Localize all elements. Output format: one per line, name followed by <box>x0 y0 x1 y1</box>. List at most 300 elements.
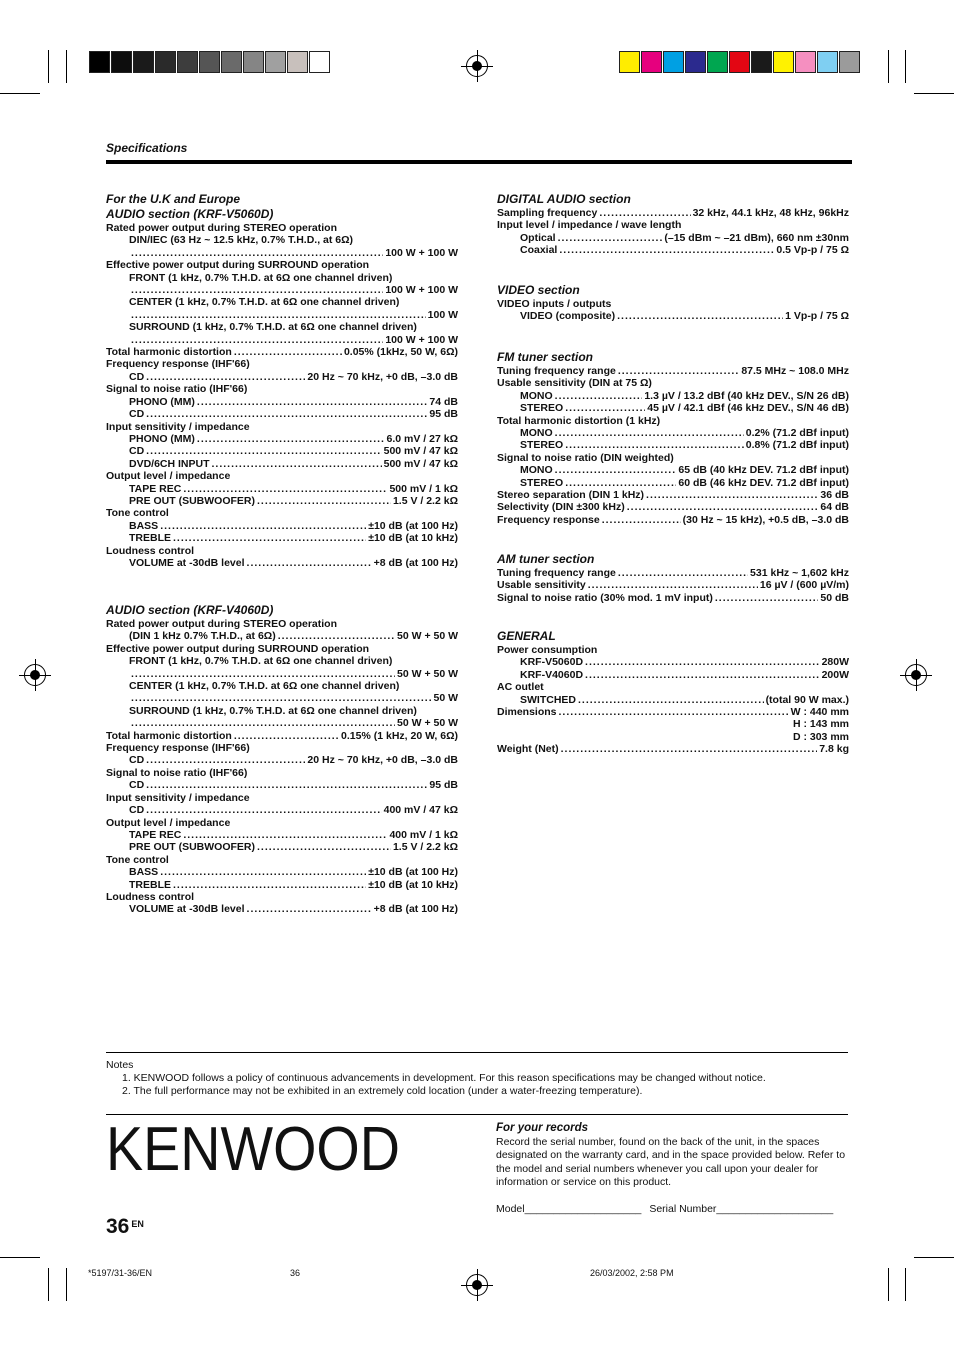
leader-dots <box>559 706 789 718</box>
spec-row <box>106 396 458 408</box>
spec-value: 64 dB <box>820 501 849 514</box>
spec-heading: Signal to noise ratio (IHF'66) <box>106 383 248 396</box>
spec-label: VOLUME at -30dB level <box>129 556 245 569</box>
spec-label: KRF-V5060D <box>520 656 584 669</box>
section-title: DIGITAL AUDIO section <box>497 192 631 206</box>
spec-heading: Output level / impedance <box>106 816 231 829</box>
color-swatch <box>199 51 220 73</box>
spec-row <box>497 706 849 718</box>
leader-dots <box>197 396 427 408</box>
spec-row <box>106 458 458 470</box>
spec-label: Signal to noise ratio (30% mod. 1 mV input) <box>497 591 713 604</box>
spec-value: +8 dB (at 100 Hz) <box>373 903 458 916</box>
leader-dots <box>646 489 818 501</box>
spec-label: BASS <box>129 866 159 879</box>
spec-subheading: CENTER (1 kHz, 0.7% T.H.D. at 6Ω one channel driven) <box>129 296 400 309</box>
section-title: AUDIO section (KRF-V5060D) <box>106 207 274 221</box>
spec-heading: Power consumption <box>497 644 598 656</box>
spec-label: CD <box>129 754 145 767</box>
spec-label: STEREO <box>520 402 564 415</box>
spec-label: VIDEO (composite) <box>520 310 616 323</box>
spec-row <box>106 445 458 457</box>
leader-dots <box>558 232 663 244</box>
records-body: Record the serial number, found on the back of the unit, in the spaces designated on the warranty card, and in the space provided below. Refer to the model and serial numbers whenever you call upon your dealer for information or service on this product. <box>496 1136 846 1189</box>
spec-subheading: SURROUND (1 kHz, 0.7% T.H.D. at 6Ω one channel driven) <box>129 704 417 717</box>
color-swatch <box>685 51 706 73</box>
leader-dots <box>160 866 366 878</box>
spec-value: 65 dB (40 kHz DEV. 71.2 dBf input) <box>678 464 849 477</box>
spec-row <box>497 501 849 513</box>
spec-row <box>497 390 849 402</box>
spec-heading: Rated power output during STEREO operation <box>106 222 337 234</box>
spec-value: 1.5 V / 2.2 kΩ <box>392 494 458 507</box>
spec-label: STEREO <box>520 439 564 452</box>
spec-label: Frequency response <box>497 513 600 526</box>
spec-value-row: D : 303 mm <box>792 730 849 743</box>
kenwood-logo <box>106 1120 402 1176</box>
digital-section <box>497 192 849 257</box>
spec-heading: Rated power output during STEREO operation <box>106 618 337 630</box>
spec-value: 32 kHz, 44.1 kHz, 48 kHz, 96kHz <box>692 207 849 219</box>
color-swatch <box>287 51 308 73</box>
svg-text:KENWOOD: KENWOOD <box>106 1120 400 1176</box>
spec-value: ±10 dB (at 10 kHz) <box>368 878 458 891</box>
records-title: For your records <box>496 1122 589 1134</box>
spec-heading: Effective power output during SURROUND operation <box>106 642 370 655</box>
spec-row <box>106 754 458 766</box>
color-swatch <box>795 51 816 73</box>
spec-subheading: FRONT (1 kHz, 0.7% T.H.D. at 6Ω one channel driven) <box>129 655 393 668</box>
spec-label: Total harmonic distortion <box>106 346 232 359</box>
spec-value: 100 W + 100 W <box>385 333 458 346</box>
spec-row <box>497 489 849 501</box>
spec-value: 400 mV / 47 kΩ <box>383 804 458 817</box>
spec-row <box>497 669 849 681</box>
spec-row <box>106 346 458 358</box>
serial-field[interactable]: Serial Number____________________ <box>649 1202 834 1215</box>
spec-heading: Tone control <box>106 853 169 866</box>
spec-label: Optical <box>520 231 556 244</box>
section-title: For the U.K and Europe <box>106 192 241 206</box>
spec-value: 1 Vp-p / 75 Ω <box>785 310 849 323</box>
leader-dots <box>617 310 783 322</box>
spec-row <box>106 866 458 878</box>
leader-dots <box>257 841 391 853</box>
leader-dots <box>627 501 819 513</box>
footer-page: 36 <box>290 1268 301 1278</box>
spec-row <box>106 668 458 680</box>
leader-dots <box>555 464 677 476</box>
spec-label: MONO <box>520 427 553 440</box>
spec-value: 1.3 µV / 13.2 dBf (40 kHz DEV., S/N 26 dB) <box>644 389 849 402</box>
spec-heading: Frequency response (IHF'66) <box>106 742 250 755</box>
spec-heading: Usable sensitivity (DIN at 75 Ω) <box>497 377 652 390</box>
spec-row <box>106 309 458 321</box>
spec-subheading: SURROUND (1 kHz, 0.7% T.H.D. at 6Ω one channel driven) <box>129 321 417 334</box>
spec-value: 100 W + 100 W <box>385 246 458 259</box>
grayscale-calibration-bar <box>89 51 331 73</box>
spec-label: Total harmonic distortion <box>106 729 232 742</box>
registration-mark-icon <box>905 664 927 686</box>
spec-label: (DIN 1 kHz 0.7% T.H.D., at 6Ω) <box>129 630 276 643</box>
spec-value: +8 dB (at 100 Hz) <box>373 556 458 569</box>
spec-list <box>497 365 849 526</box>
spec-row <box>106 630 458 642</box>
footer-code: *5197/31-36/EN <box>88 1268 153 1278</box>
spec-subheading: CENTER (1 kHz, 0.7% T.H.D. at 6Ω one channel driven) <box>129 680 400 693</box>
leader-dots <box>565 477 676 489</box>
crop-mark <box>914 1257 954 1258</box>
crop-mark <box>888 1268 889 1301</box>
spec-label: TAPE REC <box>129 482 182 495</box>
leader-dots <box>565 402 645 414</box>
header-rule <box>106 160 852 164</box>
color-swatch <box>133 51 154 73</box>
spec-row <box>106 903 458 915</box>
spec-label: Tuning frequency range <box>497 567 616 579</box>
spec-label: PHONO (MM) <box>129 395 195 408</box>
spec-value: (total 90 W max.) <box>765 693 849 706</box>
spec-heading: AC outlet <box>497 681 544 694</box>
notes-title: Notes <box>106 1059 134 1071</box>
leader-dots <box>131 284 383 296</box>
crop-mark <box>905 50 906 83</box>
spec-value: 50 W + 50 W <box>397 717 458 730</box>
spec-heading: Loudness control <box>106 890 195 903</box>
crop-mark <box>0 1257 40 1258</box>
leader-dots <box>131 247 383 259</box>
color-swatch <box>265 51 286 73</box>
spec-value-row: H : 143 mm <box>792 718 849 731</box>
spec-label: BASS <box>129 519 159 532</box>
spec-heading: VIDEO inputs / outputs <box>497 298 612 310</box>
spec-row <box>106 692 458 704</box>
spec-row <box>497 365 849 377</box>
spec-label: KRF-V4060D <box>520 668 584 681</box>
spec-row <box>106 483 458 495</box>
color-swatch <box>817 51 838 73</box>
model-field[interactable]: Model____________________ <box>496 1202 642 1215</box>
spec-heading: Effective power output during SURROUND operation <box>106 259 370 272</box>
spec-row <box>497 232 849 244</box>
spec-row <box>497 743 849 755</box>
leader-dots <box>197 433 385 445</box>
left-column-2 <box>106 603 458 916</box>
spec-value: 1.5 V / 2.2 kΩ <box>392 841 458 854</box>
spec-label: Sampling frequency <box>497 207 598 219</box>
spec-label: CD <box>129 779 145 792</box>
spec-value: 100 W <box>427 308 458 321</box>
leader-dots <box>183 483 387 495</box>
leader-dots <box>588 579 758 591</box>
spec-label: CD <box>129 408 145 421</box>
spec-row <box>106 247 458 259</box>
spec-row <box>106 433 458 445</box>
leader-dots <box>173 532 366 544</box>
color-swatch <box>729 51 750 73</box>
spec-value: 7.8 kg <box>819 743 849 756</box>
spec-label: Selectivity (DIN ±300 kHz) <box>497 501 625 514</box>
leader-dots <box>234 730 339 742</box>
spec-value: 0.8% (71.2 dBf input) <box>745 439 849 452</box>
spec-value: 500 mV / 1 kΩ <box>389 482 458 495</box>
crop-mark <box>0 93 40 94</box>
spec-value: 0.05% (1kHz, 50 W, 6Ω) <box>343 346 458 359</box>
leader-dots <box>173 879 366 891</box>
spec-value: 0.15% (1 kHz, 20 W, 6Ω) <box>341 729 458 742</box>
leader-dots <box>234 346 342 358</box>
page-number-value: 36 <box>106 1215 130 1238</box>
leader-dots <box>212 458 382 470</box>
note-item: 2. The full performance may not be exhibited in an extremely cold location (under a water-freezing temperature). <box>122 1085 643 1097</box>
video-section <box>497 283 849 323</box>
spec-value: 400 mV / 1 kΩ <box>389 828 458 841</box>
section-header: Specifications <box>106 141 188 155</box>
color-swatch <box>243 51 264 73</box>
spec-label: DVD/6CH INPUT <box>129 457 210 470</box>
spec-heading: Tone control <box>106 507 169 520</box>
page-lang: EN <box>131 1219 144 1229</box>
spec-row <box>106 829 458 841</box>
spec-value: 500 mV / 47 kΩ <box>383 457 458 470</box>
spec-row <box>497 207 849 219</box>
spec-value: 0.5 Vp-p / 75 Ω <box>776 244 849 257</box>
spec-heading: Signal to noise ratio (DIN weighted) <box>497 451 674 464</box>
spec-value: (30 Hz ~ 15 kHz), +0.5 dB, –3.0 dB <box>682 513 849 526</box>
am-section <box>497 552 849 604</box>
page-number <box>106 1215 144 1239</box>
color-swatch <box>619 51 640 73</box>
leader-dots <box>599 207 690 219</box>
registration-mark-icon <box>466 1274 488 1296</box>
leader-dots <box>257 495 391 507</box>
spec-row <box>106 730 458 742</box>
leader-dots <box>565 439 744 451</box>
spec-label: Tuning frequency range <box>497 365 616 377</box>
spec-value: 45 µV / 42.1 dBf (46 kHz DEV., S/N 46 dB) <box>647 402 849 415</box>
spec-heading: Frequency response (IHF'66) <box>106 358 250 371</box>
footer-date: 26/03/2002, 2:58 PM <box>590 1268 674 1278</box>
spec-heading: Input sensitivity / impedance <box>106 791 250 804</box>
spec-value: 500 mV / 47 kΩ <box>383 445 458 458</box>
spec-value: ±10 dB (at 100 Hz) <box>368 519 458 532</box>
spec-row <box>106 334 458 346</box>
fm-section <box>497 350 849 526</box>
spec-row <box>497 439 849 451</box>
spec-value: ±10 dB (at 10 kHz) <box>368 532 458 545</box>
spec-label: TREBLE <box>129 532 171 545</box>
color-swatch <box>663 51 684 73</box>
spec-value: 100 W + 100 W <box>385 284 458 297</box>
leader-dots <box>247 557 372 569</box>
section-title: AUDIO section (KRF-V4060D) <box>106 603 274 617</box>
spec-row <box>106 284 458 296</box>
leader-dots <box>555 390 643 402</box>
spec-value: 87.5 MHz ~ 108.0 MHz <box>741 365 849 377</box>
spec-label: CD <box>129 370 145 383</box>
spec-value: 74 dB <box>429 395 458 408</box>
general-section <box>497 629 849 756</box>
color-swatch <box>89 51 110 73</box>
spec-value: W : 440 mm <box>790 706 849 719</box>
leader-dots <box>131 309 426 321</box>
spec-row <box>106 520 458 532</box>
spec-row <box>497 567 849 579</box>
spec-list <box>106 618 458 916</box>
spec-row <box>497 477 849 489</box>
spec-list <box>497 298 849 323</box>
spec-row <box>106 804 458 816</box>
spec-label: PRE OUT (SUBWOOFER) <box>129 494 255 507</box>
spec-subheading: FRONT (1 kHz, 0.7% T.H.D. at 6Ω one channel driven) <box>129 271 393 284</box>
leader-dots <box>160 520 366 532</box>
color-swatch <box>111 51 132 73</box>
color-swatch <box>839 51 860 73</box>
spec-row <box>106 841 458 853</box>
leader-dots <box>146 804 381 816</box>
leader-dots <box>247 903 372 915</box>
leader-dots <box>585 669 820 681</box>
section-title: GENERAL <box>497 629 556 643</box>
leader-dots <box>715 592 819 604</box>
spec-row <box>497 464 849 476</box>
spec-value: 36 dB <box>820 489 849 502</box>
spec-row <box>106 371 458 383</box>
leader-dots <box>146 371 305 383</box>
spec-row <box>106 779 458 791</box>
spec-label: PHONO (MM) <box>129 432 195 445</box>
spec-value: 95 dB <box>429 779 458 792</box>
spec-label: PRE OUT (SUBWOOFER) <box>129 841 255 854</box>
spec-value: 280W <box>821 656 849 669</box>
section-title: VIDEO section <box>497 283 580 297</box>
spec-row <box>497 694 849 706</box>
spec-value: (–15 dBm ~ –21 dBm), 660 nm ±30nm <box>664 231 849 244</box>
crop-mark <box>66 50 67 83</box>
spec-value: 50 W + 50 W <box>397 667 458 680</box>
color-swatch <box>773 51 794 73</box>
leader-dots <box>146 754 305 766</box>
leader-dots <box>618 567 748 579</box>
spec-row <box>497 244 849 256</box>
leader-dots <box>183 829 387 841</box>
leader-dots <box>559 244 774 256</box>
spec-row <box>497 514 849 526</box>
spec-value: 20 Hz ~ 70 kHz, +0 dB, –3.0 dB <box>307 754 458 767</box>
leader-dots <box>146 445 381 457</box>
spec-value: 50 W <box>433 692 458 705</box>
divider <box>106 1114 848 1115</box>
crop-mark <box>66 1268 67 1301</box>
leader-dots <box>618 365 740 377</box>
spec-value: 531 kHz ~ 1,602 kHz <box>750 567 849 579</box>
spec-label: CD <box>129 804 145 817</box>
spec-value: 6.0 mV / 27 kΩ <box>386 432 458 445</box>
spec-list <box>497 644 849 756</box>
spec-label: TAPE REC <box>129 828 182 841</box>
leader-dots <box>561 743 818 755</box>
registration-mark-icon <box>24 664 46 686</box>
spec-row <box>497 592 849 604</box>
leader-dots <box>146 779 427 791</box>
leader-dots <box>131 668 395 680</box>
spec-row <box>497 656 849 668</box>
spec-heading: Output level / impedance <box>106 470 231 483</box>
spec-value: 95 dB <box>429 408 458 421</box>
color-calibration-bar <box>619 51 861 73</box>
spec-value: 0.2% (71.2 dBf input) <box>745 427 849 440</box>
spec-heading: Loudness control <box>106 544 195 557</box>
spec-heading: Total harmonic distortion (1 kHz) <box>497 414 661 427</box>
spec-row <box>106 557 458 569</box>
spec-value: 200W <box>821 668 849 681</box>
spec-value: 16 µV / (600 µV/m) <box>759 579 849 592</box>
spec-label: MONO <box>520 389 553 402</box>
section-title: AM tuner section <box>497 552 595 566</box>
spec-label: SWITCHED <box>520 693 576 706</box>
crop-mark <box>914 93 954 94</box>
spec-row <box>497 310 849 322</box>
spec-row <box>497 427 849 439</box>
crop-mark <box>905 1268 906 1301</box>
spec-label: CD <box>129 445 145 458</box>
note-item: 1. KENWOOD follows a policy of continuous advancements in development. For this reason specifications may be changed without notice. <box>122 1072 766 1084</box>
spec-list <box>497 567 849 604</box>
crop-mark <box>888 50 889 83</box>
spec-label: Usable sensitivity <box>497 579 586 592</box>
registration-mark-icon <box>466 55 488 77</box>
color-swatch <box>221 51 242 73</box>
color-swatch <box>155 51 176 73</box>
records-fields <box>496 1203 850 1216</box>
leader-dots <box>278 630 395 642</box>
spec-row <box>497 402 849 414</box>
spec-label: Stereo separation (DIN 1 kHz) <box>497 489 645 502</box>
records-section <box>496 1121 850 1216</box>
spec-list <box>497 207 849 257</box>
spec-label: Weight (Net) <box>497 743 559 756</box>
spec-value: 20 Hz ~ 70 kHz, +0 dB, –3.0 dB <box>307 370 458 383</box>
leader-dots <box>602 514 681 526</box>
spec-row <box>106 495 458 507</box>
leader-dots <box>131 334 383 346</box>
spec-row <box>106 532 458 544</box>
spec-label: Coaxial <box>520 244 558 257</box>
color-swatch <box>751 51 772 73</box>
spec-label: Dimensions <box>497 706 557 719</box>
section-title: FM tuner section <box>497 350 594 364</box>
leader-dots <box>555 427 744 439</box>
leader-dots <box>585 656 820 668</box>
spec-value: ±10 dB (at 100 Hz) <box>368 866 458 879</box>
crop-mark <box>48 50 49 83</box>
spec-heading: Signal to noise ratio (IHF'66) <box>106 766 248 779</box>
spec-value: 60 dB (46 kHz DEV. 71.2 dBf input) <box>678 476 849 489</box>
spec-label: TREBLE <box>129 878 171 891</box>
color-swatch <box>309 51 330 73</box>
spec-label: VOLUME at -30dB level <box>129 903 245 916</box>
color-swatch <box>707 51 728 73</box>
spec-heading: Input level / impedance / wave length <box>497 219 682 232</box>
notes <box>106 1059 848 1098</box>
spec-row <box>106 717 458 729</box>
spec-value: 50 dB <box>820 591 849 604</box>
left-column <box>106 192 458 569</box>
spec-subheading: DIN/IEC (63 Hz ~ 12.5 kHz, 0.7% T.H.D., at 6Ω) <box>129 234 354 247</box>
spec-label: MONO <box>520 464 553 477</box>
crop-mark <box>48 1268 49 1301</box>
spec-row <box>497 579 849 591</box>
